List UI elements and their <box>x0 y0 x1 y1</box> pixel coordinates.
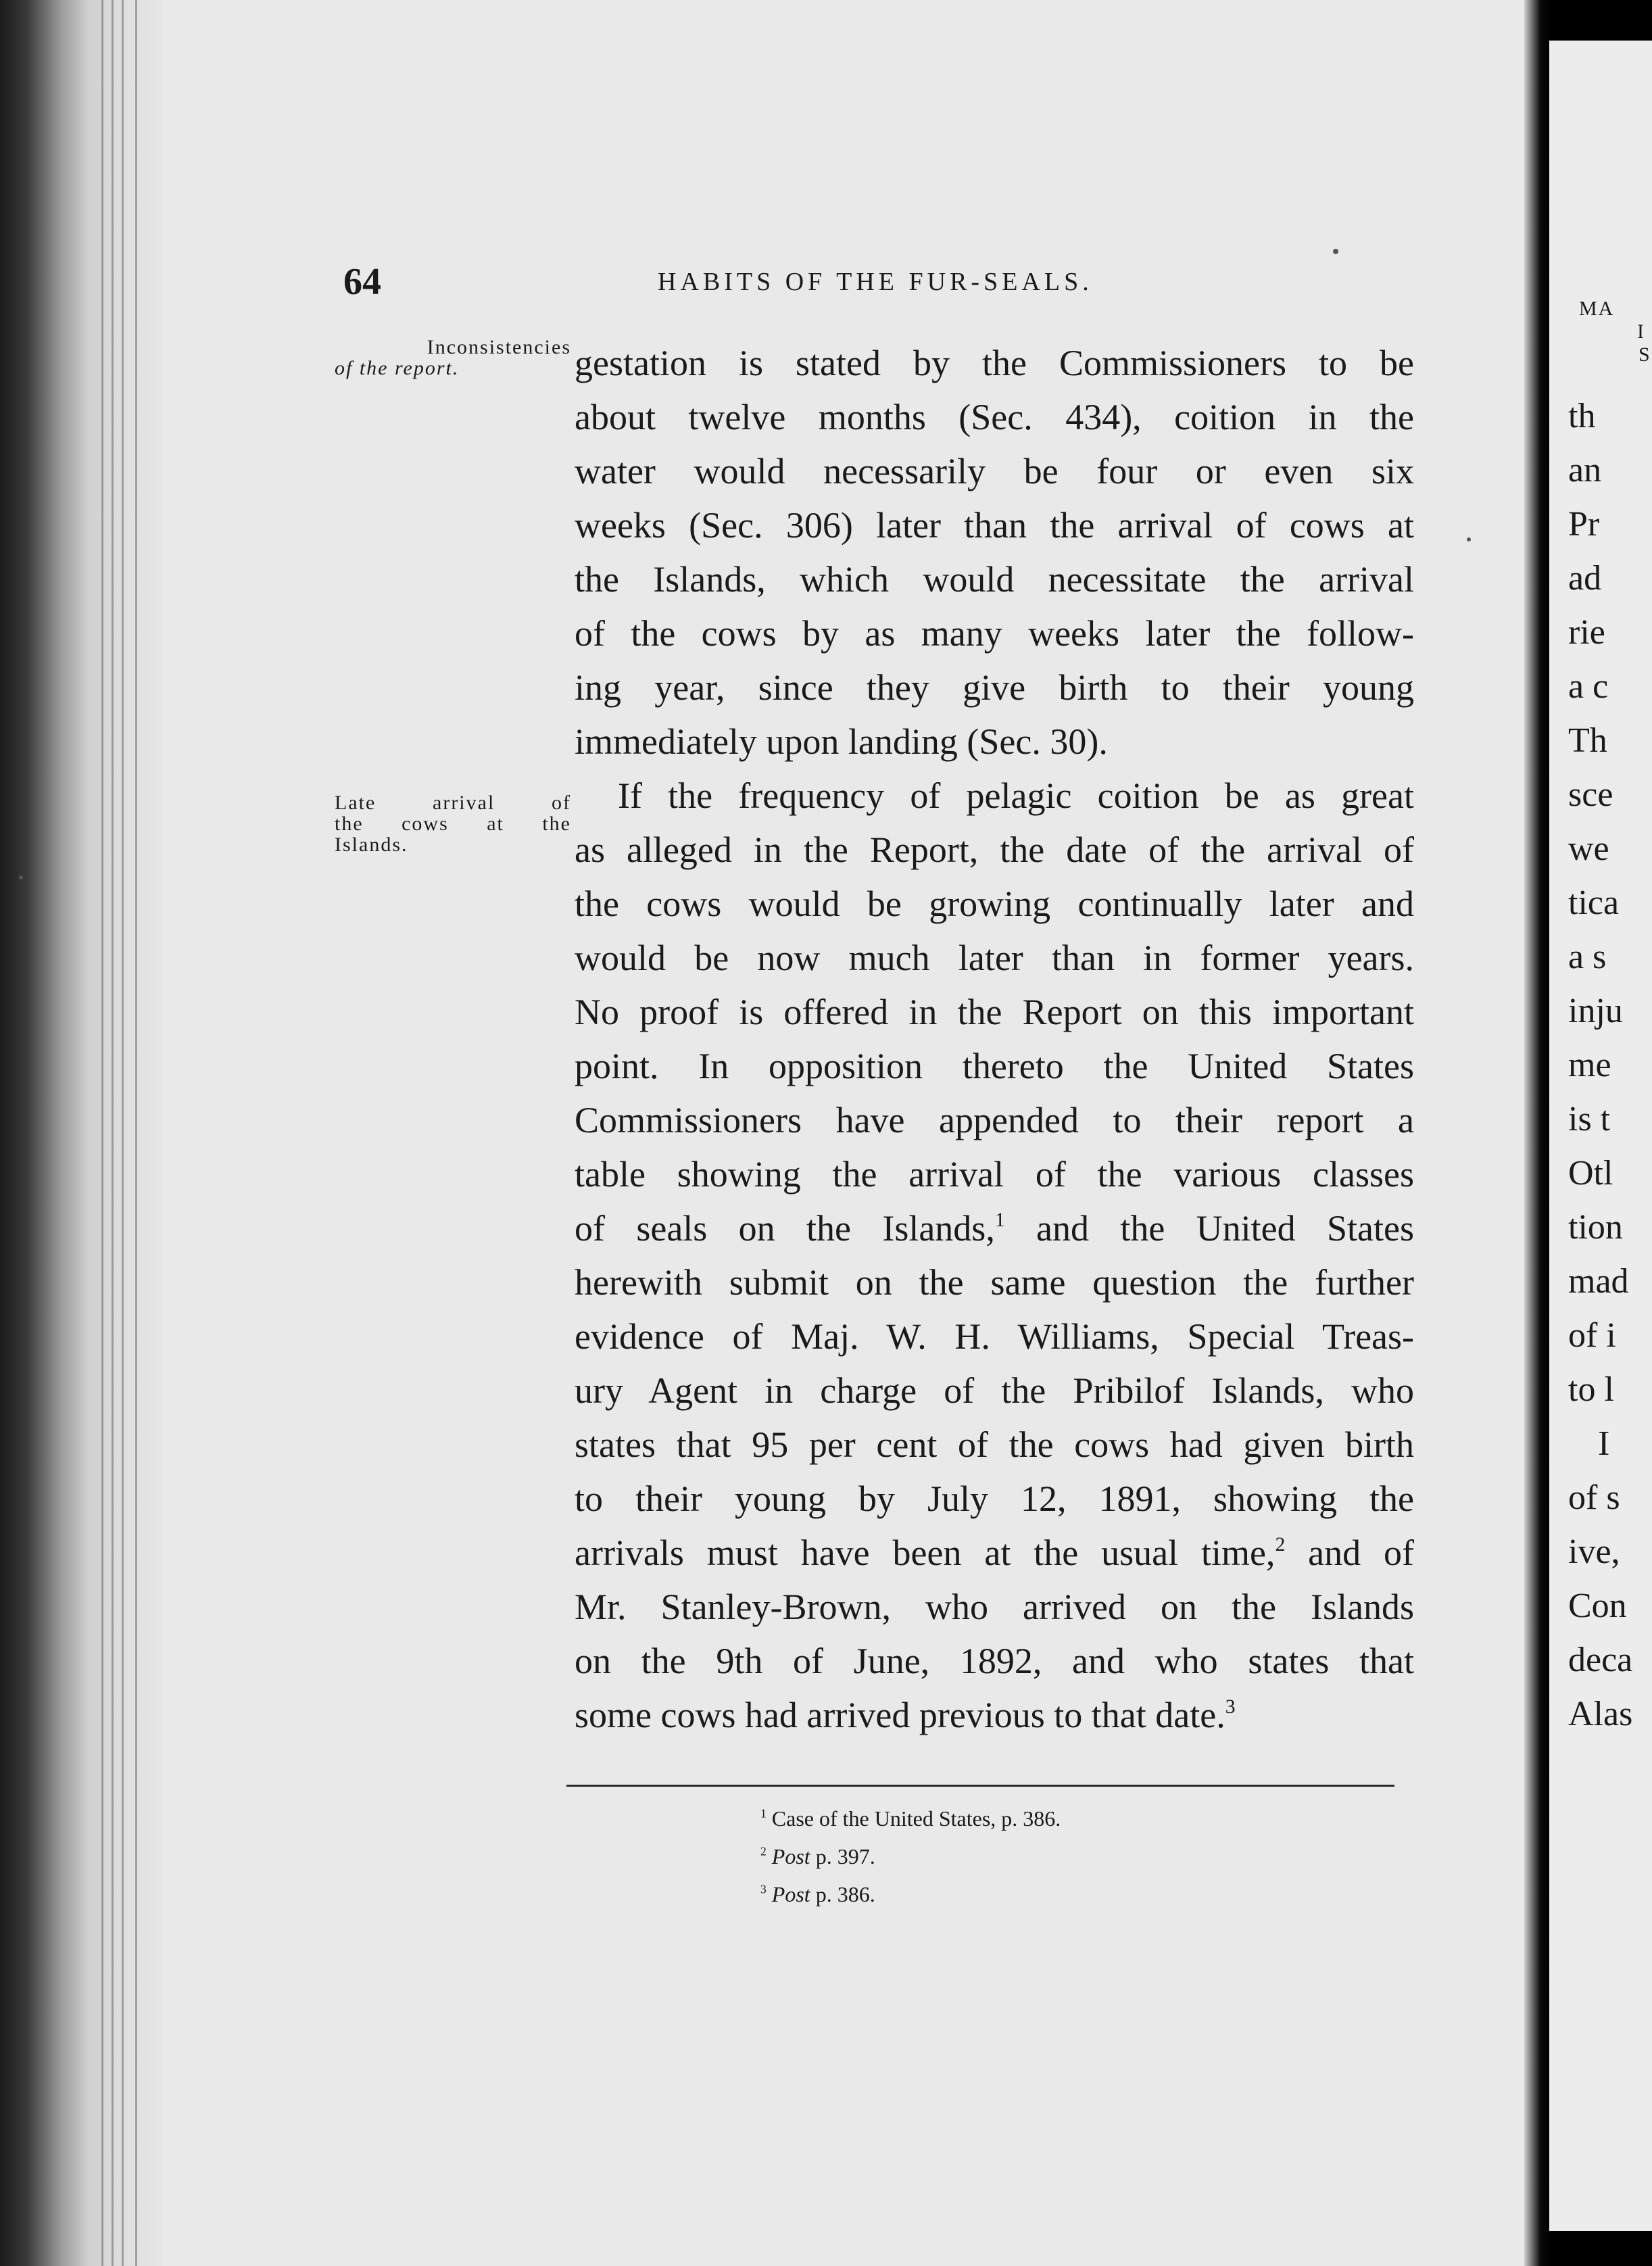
body-line: to their young by July 12, 1891, showing the <box>575 1478 1414 1519</box>
facing-sidenote-fragment: I <box>1637 320 1645 343</box>
facing-lines <box>1568 389 1652 1741</box>
facing-sidenote-fragment: S <box>1638 343 1651 366</box>
spine-edge-line <box>101 0 103 2266</box>
spine-edge-line <box>112 0 114 2266</box>
body-line-text: arrivals must have been at the usual time, <box>575 1533 1276 1573</box>
footnote <box>760 1875 1061 1913</box>
facing-line-fragment: ive, <box>1568 1533 1620 1571</box>
body-line: point. In opposition thereto the United States <box>575 1046 1414 1086</box>
footnote-italic: Post <box>771 1882 810 1906</box>
body-line: ing year, since they give birth to their young <box>575 667 1414 708</box>
body-line-with-footnote <box>575 1526 1414 1580</box>
footnote-rule <box>566 1785 1394 1787</box>
body-line-text: and the United States <box>1004 1208 1414 1249</box>
facing-line-fragment: Pr <box>1568 505 1600 544</box>
facing-line-fragment: to l <box>1568 1370 1614 1409</box>
facing-page-text <box>1568 297 1652 1741</box>
body-line: table showing the arrival of the various classes <box>575 1154 1414 1195</box>
body-line: No proof is offered in the Report on this important <box>575 992 1414 1032</box>
facing-line-fragment: th <box>1568 397 1596 435</box>
facing-line-fragment: Alas <box>1568 1695 1633 1733</box>
footnote-ref: 3 <box>1225 1696 1236 1718</box>
facing-line-fragment: Otl <box>1568 1154 1613 1192</box>
footnote-ref: 2 <box>1275 1534 1286 1556</box>
body-line: of the cows by as many weeks later the follow- <box>575 613 1414 654</box>
footnote-number: 3 <box>760 1882 767 1896</box>
facing-line-fragment: a c <box>1568 667 1609 706</box>
facing-line-fragment: an <box>1568 451 1602 489</box>
sidenote-line: Inconsistencies <box>427 336 571 358</box>
body-line: on the 9th of June, 1892, and who states that <box>575 1641 1414 1681</box>
facing-line-fragment: I <box>1598 1424 1610 1463</box>
facing-line-fragment: is t <box>1568 1100 1611 1138</box>
body-line: gestation is stated by the Commissioners to be <box>575 343 1414 383</box>
body-line: weeks (Sec. 306) later than the arrival of cows at <box>575 505 1414 546</box>
facing-line-fragment: tion <box>1568 1208 1623 1247</box>
footnote-italic: Post <box>771 1844 810 1869</box>
sidenote-line: of the report. <box>335 357 460 379</box>
facing-line-fragment: we <box>1568 829 1609 868</box>
body-line: states that 95 per cent of the cows had given birth <box>575 1424 1414 1465</box>
body-line: the Islands, which would necessitate the arrival <box>575 559 1414 600</box>
footnote <box>760 1800 1061 1837</box>
body-line: would be now much later than in former years. <box>575 938 1414 978</box>
facing-line-fragment: deca <box>1568 1641 1633 1679</box>
running-title: HABITS OF THE FUR-SEALS. <box>658 268 1093 296</box>
page-gutter <box>1524 0 1551 2266</box>
book-spine <box>0 0 162 2266</box>
body-line: ury Agent in charge of the Pribilof Islands, who <box>575 1370 1414 1411</box>
facing-line-fragment: me <box>1568 1046 1611 1084</box>
body-line: immediately upon landing (Sec. 30). <box>575 721 1108 762</box>
footnote-ref: 1 <box>994 1209 1005 1232</box>
footnote-text: p. 397. <box>810 1844 875 1869</box>
footnote-text: Case of the United States, p. 386. <box>771 1806 1061 1831</box>
facing-line-fragment: of s <box>1568 1478 1620 1517</box>
facing-line-fragment: inju <box>1568 992 1623 1030</box>
body-line: about twelve months (Sec. 434), coition in the <box>575 397 1414 437</box>
facing-line-fragment: Con <box>1568 1587 1627 1625</box>
sidenote-inconsistencies <box>335 337 571 379</box>
spine-edge-line <box>135 0 137 2266</box>
footnote <box>760 1837 1061 1875</box>
facing-line-fragment: of i <box>1568 1316 1616 1355</box>
body-line: water would necessarily be four or even six <box>575 451 1414 491</box>
sidenote-line: Late arrival of <box>335 792 571 814</box>
body-line: Mr. Stanley-Brown, who arrived on the Islands <box>575 1587 1414 1627</box>
running-head <box>343 260 1357 308</box>
body-text <box>575 336 1414 1742</box>
paper-speck <box>1467 537 1471 541</box>
facing-line-fragment: a s <box>1568 938 1607 976</box>
body-line-text: of seals on the Islands, <box>575 1208 995 1249</box>
sidenote-late-arrival <box>335 792 571 855</box>
body-line-with-footnote <box>575 1201 1414 1255</box>
body-line-text: and of <box>1285 1533 1415 1573</box>
footnote-number: 1 <box>760 1806 767 1821</box>
footnote-number: 2 <box>760 1844 767 1858</box>
facing-line-fragment: mad <box>1568 1262 1629 1301</box>
paper-speck <box>19 875 23 879</box>
facing-sidenote-fragment: MA <box>1579 297 1615 320</box>
body-line: herewith submit on the same question the further <box>575 1262 1414 1303</box>
body-line-with-footnote <box>575 1688 1414 1742</box>
body-line-text: some cows had arrived previous to that date. <box>575 1695 1225 1735</box>
body-line: evidence of Maj. W. H. Williams, Special Treas- <box>575 1316 1414 1357</box>
page-number: 64 <box>343 261 381 303</box>
facing-line-fragment: Th <box>1568 721 1607 760</box>
facing-line-fragment: tica <box>1568 884 1620 922</box>
facing-line-fragment: rie <box>1568 613 1605 652</box>
spine-edge-line <box>122 0 124 2266</box>
sidenote-line: Islands. <box>335 834 408 856</box>
facing-line-fragment: sce <box>1568 775 1613 814</box>
body-line: the cows would be growing continually later and <box>575 884 1414 924</box>
footnotes <box>760 1800 1061 1913</box>
body-line: Commissioners have appended to their report a <box>575 1100 1414 1140</box>
paper-speck <box>1333 249 1338 254</box>
body-line: If the frequency of pelagic coition be as great <box>618 775 1414 816</box>
footnote-text: p. 386. <box>810 1882 875 1906</box>
facing-line-fragment: ad <box>1568 559 1602 598</box>
body-line: as alleged in the Report, the date of the arrival of <box>575 829 1414 870</box>
sidenote-line: the cows at the <box>335 813 571 835</box>
